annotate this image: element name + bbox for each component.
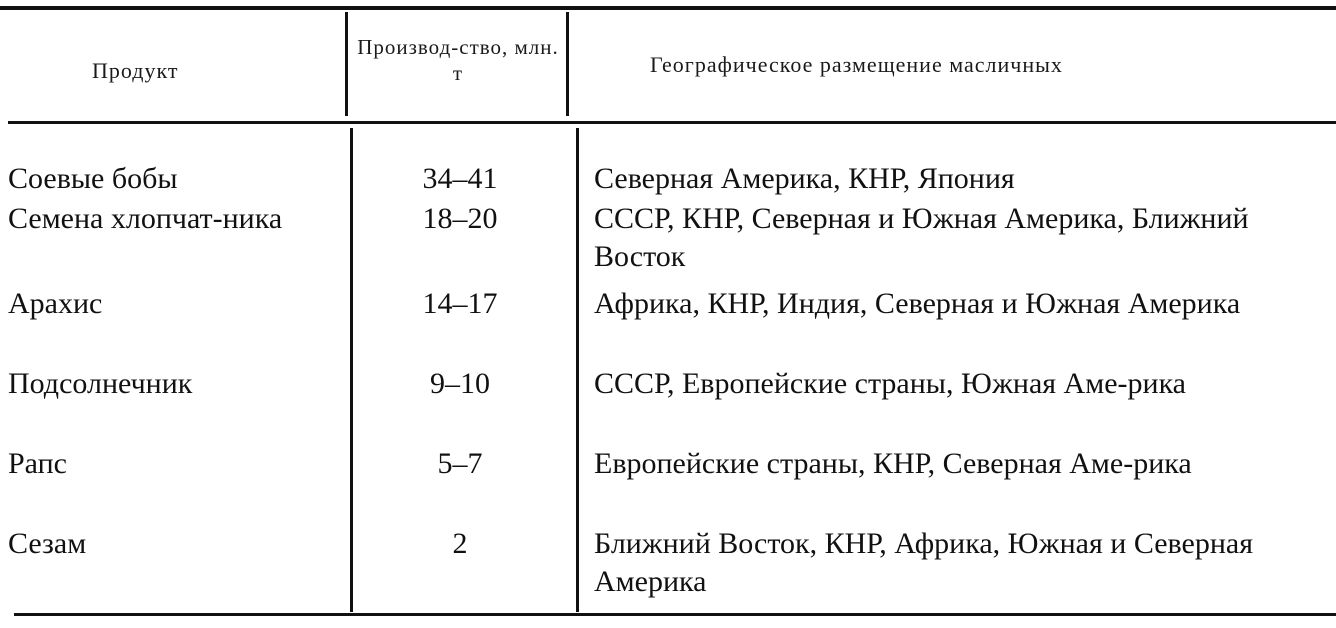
table-top-rule [0,6,1336,10]
cell-production-cottonseed: 18–20 [422,202,498,235]
cell-production-sunflower: 9–10 [430,367,490,400]
header-bottom-rule [8,121,1336,124]
cell-geography-soy: Северная Америка, КНР, Япония [594,162,1015,195]
column-divider-2-header [566,12,569,116]
cell-geography-sesame: Ближний Восток, КНР, Африка, Южная и Северная Америка [594,527,1253,598]
cell-production-rapeseed: 5–7 [437,447,483,480]
cell-geography-peanut: Африка, КНР, Индия, Северная и Южная Америка [594,287,1241,320]
column-divider-2-body [576,128,579,612]
cell-production-sesame: 2 [452,527,468,560]
column-divider-1-header [345,12,348,116]
column-header-production: Производ-ство, млн. т [357,35,559,85]
cell-production-soy: 34–41 [422,162,498,195]
cell-product-soy: Соевые бобы [8,162,178,195]
column-header-product: Продукт [92,58,179,83]
column-divider-1-body [350,128,353,612]
column-header-geography: Географическое размещение масличных [650,52,1063,77]
cell-geography-cottonseed: СССР, КНР, Северная и Южная Америка, Ближний Восток [594,202,1249,273]
cell-geography-rapeseed: Европейские страны, КНР, Северная Аме-рика [594,447,1192,480]
cell-product-cottonseed: Семена хлопчат-ника [8,202,283,235]
cell-product-peanut: Арахис [8,287,103,320]
cell-product-rapeseed: Рапс [8,447,67,480]
cell-product-sesame: Сезам [8,527,87,560]
cell-geography-sunflower: СССР, Европейские страны, Южная Аме-рика [594,367,1187,400]
cell-production-peanut: 14–17 [422,287,498,320]
table-bottom-rule [14,613,1336,616]
cell-product-sunflower: Подсолнечник [8,367,193,400]
